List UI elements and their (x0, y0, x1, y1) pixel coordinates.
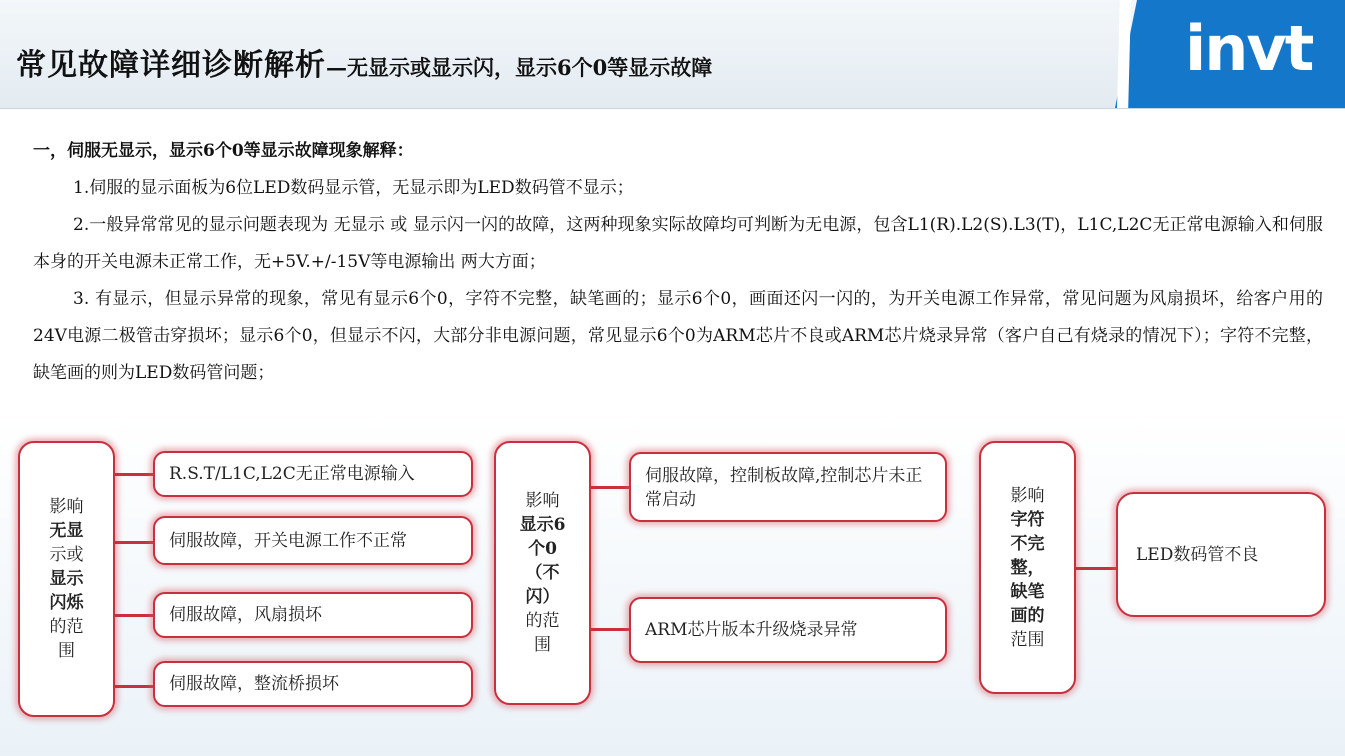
category-no-display (18, 441, 115, 717)
cat1-line5: 闪烁 (49, 593, 84, 613)
cat2-line5: 闪） (525, 587, 560, 607)
cat3-line3: 不完 (1010, 533, 1045, 554)
cat3-line2: 字符 (1010, 509, 1045, 530)
connector (1076, 567, 1118, 570)
category-incomplete-chars (979, 441, 1076, 694)
cat3-line4: 整， (1010, 557, 1045, 578)
cat1-line1: 影响 (49, 497, 84, 517)
cause-box (153, 661, 473, 707)
connector (115, 614, 155, 617)
cat1-line4: 显示 (49, 569, 84, 589)
invt-logo: invt (1185, 12, 1313, 85)
cause-box (629, 597, 947, 663)
connector (115, 473, 155, 476)
paragraph-2: 2.一般异常常见的显示问题表现为 无显示 或 显示闪一闪的故障，这两种现象实际故障均可判断为无电源，包含L1(R).L2(S).L3(T)，L1C,L2C无正常电源输入和伺服本身的开关电源未正常工作，无+5V.+/-15V等电源输出 两大方面； (33, 215, 1323, 272)
cat1-line7: 围 (58, 641, 75, 661)
cause-text: 伺服故障，整流桥损坏 (169, 674, 339, 694)
cause-text: LED数码管不良 (1136, 544, 1259, 565)
connector (591, 486, 631, 489)
cat3-line1: 影响 (1010, 485, 1045, 506)
cause-text: R.S.T/L1C,L2C无正常电源输入 (169, 464, 415, 484)
cause-box (629, 452, 947, 522)
cause-text: 伺服故障，开关电源工作不正常 (169, 531, 407, 551)
cause-box (153, 592, 473, 638)
category-six-zeros (494, 441, 591, 705)
cat1-line6: 的范 (49, 617, 84, 637)
cat1-line3: 示或 (49, 545, 84, 565)
section-heading: 一，伺服无显示，显示6个0等显示故障现象解释： (33, 141, 414, 161)
cause-text: 伺服故障，控制板故障,控制芯片未正常启动 (645, 466, 923, 510)
cat2-line2: 显示6 (519, 515, 566, 535)
connector (591, 628, 631, 631)
paragraph-3: 3. 有显示，但显示异常的现象，常见有显示6个0，字符不完整，缺笔画的；显示6个0，画面还闪一闪的，为开关电源工作异常，常见问题为风扇损坏，给客户用的24V电源二极管击穿损坏；显示6个0，但显示不闪，大部分非电源问题，常见显示6个0为ARM芯片不良或ARM芯片烧录异常（客户自己有烧录的情况下）；字符不完整，缺笔画的则为LED数码管问题； (33, 289, 1323, 383)
connector (115, 685, 155, 688)
cat3-line5: 缺笔 (1010, 581, 1045, 602)
cat1-line2: 无显 (49, 521, 84, 541)
cat2-line6: 的范 (525, 611, 560, 631)
cause-box (1116, 492, 1326, 617)
title-sub: —无显示或显示闪，显示6个0等显示故障 (326, 55, 713, 80)
paragraph-1: 1.伺服的显示面板为6位LED数码显示管，无显示即为LED数码管不显示； (73, 178, 634, 198)
explanation-text (33, 133, 1323, 392)
cause-text: ARM芯片版本升级烧录异常 (645, 620, 858, 640)
cause-box (153, 451, 473, 497)
cause-box (153, 516, 473, 565)
cause-text: 伺服故障，风扇损坏 (169, 605, 322, 625)
cat2-line1: 影响 (525, 491, 560, 511)
cat3-line6: 画的 (1010, 605, 1045, 626)
cat2-line7: 围 (534, 635, 551, 655)
cat2-line4: （不 (525, 563, 560, 583)
page-title (16, 40, 712, 84)
cat2-line3: 个0 (528, 539, 557, 559)
title-main: 常见故障详细诊断解析 (16, 48, 326, 83)
cat3-line7: 范围 (1010, 629, 1045, 650)
connector (115, 541, 155, 544)
